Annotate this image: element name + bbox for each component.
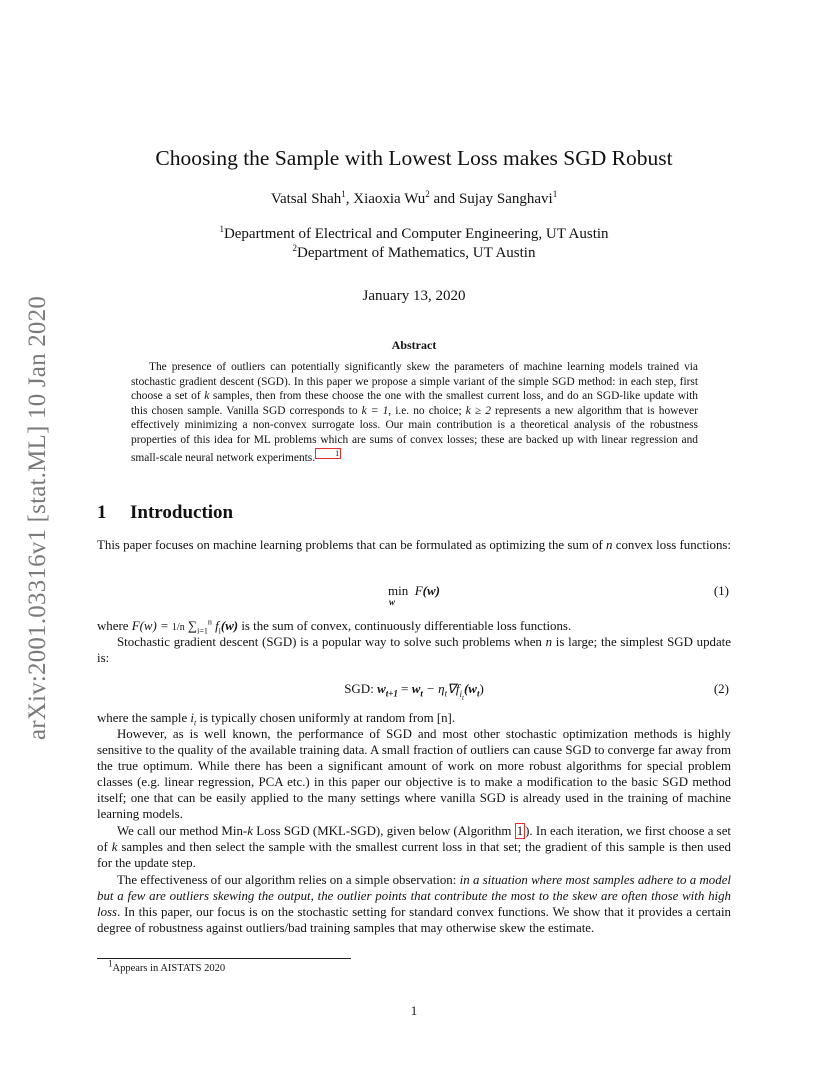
math-var: F xyxy=(414,583,423,598)
affiliation-mark: 2 xyxy=(425,189,430,199)
author-name: Sujay Sanghavi xyxy=(458,191,553,207)
paragraph-text: convex loss functions: xyxy=(612,538,732,552)
author-separator: , xyxy=(345,191,354,207)
author-separator: and xyxy=(429,191,459,207)
footnote-divider xyxy=(97,958,351,959)
abstract-text: , i.e. no choice; xyxy=(388,404,466,417)
author-line xyxy=(60,191,768,208)
math-var: w xyxy=(377,681,386,696)
math-subscript: i=1 xyxy=(197,626,208,636)
intro-paragraph-5: However, as is well known, the performance of SGD and most other stochastic optimization methods is highly sensitive to the quality of the available training data. A small fraction of outliers can cause SGD to converge far away from the true optimum. While there has been a significant amount of work on more robust algorithms for special problem classes (e.g. linear regression, PCA etc.) in this paper our objective is to make a modification to the basic SGD method itself; one that can be easily applied to the many settings where vanilla SGD is already used in the training of machine learning models. xyxy=(97,727,731,822)
math-subscript-text: i xyxy=(459,688,462,699)
paragraph-text: is typically chosen uniformly at random from [n]. xyxy=(196,711,456,725)
math-subscript: t xyxy=(476,688,480,699)
intro-paragraph-6 xyxy=(97,823,731,871)
equation-1 xyxy=(97,583,731,607)
affiliation-text: Department of Electrical and Computer Engineering, UT Austin xyxy=(223,226,609,242)
publication-date: January 13, 2020 xyxy=(362,288,466,304)
section-title: Introduction xyxy=(130,502,234,523)
footnote-text: Appears in AISTATS 2020 xyxy=(112,963,226,974)
math-var: w xyxy=(411,681,421,696)
footnote-link[interactable]: 1 xyxy=(315,448,341,459)
page-number: 1 xyxy=(410,1003,418,1018)
paragraph-text: where xyxy=(97,619,132,633)
math-superscript: n xyxy=(207,617,212,627)
equation-content xyxy=(97,583,731,599)
math-expr: ∇f xyxy=(447,681,460,696)
affiliation-mark: 1 xyxy=(341,189,346,199)
math-var: i xyxy=(190,711,195,725)
author-name: Vatsal Shah xyxy=(270,191,342,207)
math-var: k xyxy=(111,840,118,855)
affiliation-1 xyxy=(60,226,768,243)
paragraph-text: ). In each iteration, we first choose a set of xyxy=(97,824,732,855)
equation-number: (1) xyxy=(713,583,729,598)
paragraph-text: is large; the simplest SGD update is: xyxy=(97,635,731,666)
section-heading xyxy=(97,502,233,524)
abstract-text: The presence of outliers can potentially significantly skew the parameters of machine learning models trained via stochastic gradient descent (SGD). In this paper we propose a simple variant of the simple SGD method: in each step, first choose a set of xyxy=(131,361,698,403)
math-operator: ∑ xyxy=(184,619,198,633)
abstract-text: samples, then from these choose the one with the smallest current loss, and do an SGD-like update with this chosen sample. Vanilla SGD corresponds to xyxy=(131,390,698,417)
paragraph-text: The effectiveness of our algorithm relies on a simple observation: xyxy=(117,873,460,887)
author-name: Xiaoxia Wu xyxy=(353,191,426,207)
paper-title: Choosing the Sample with Lowest Loss makes SGD Robust xyxy=(155,146,673,170)
footnote xyxy=(108,958,226,974)
math-operator: min xyxy=(387,583,409,598)
math-subscript: t xyxy=(194,718,197,728)
abstract-text: represents a new algorithm that is however effectively minimizing a non-convex surrogate loss. Our main contribution is a theoretical analysis of the robustness properties of this idea for ML problems which are sums of convex losses; these are backed up with linear regression and small-scale neural network experiments. xyxy=(131,404,698,464)
paragraph-text: This paper focuses on machine learning problems that can be formulated as optimizing the sum of xyxy=(97,538,607,552)
abstract-body xyxy=(131,360,698,465)
math-var: k xyxy=(204,390,210,403)
math-subscript: i xyxy=(218,626,221,636)
affiliation-mark: 2 xyxy=(292,243,298,253)
math-var: n xyxy=(545,635,553,649)
arxiv-identifier-stamp: arXiv:2001.03316v1 [stat.ML] 10 Jan 2020 xyxy=(24,295,51,741)
emphasized-text: in a situation where most samples adhere to a model but a few are outliers skewing the output, the outlier points that contribute the most to the skew are often those with high loss xyxy=(97,873,731,920)
math-var: n xyxy=(606,538,613,552)
math-subscript: t xyxy=(444,688,448,699)
math-fraction: 1/n xyxy=(171,622,185,633)
math-expr: (w) xyxy=(220,619,239,633)
math-subsubscript: t xyxy=(461,693,464,702)
math-expr: k ≥ 2 xyxy=(465,404,491,417)
affiliation-2 xyxy=(60,245,768,262)
affiliation-mark: 1 xyxy=(552,189,558,199)
paragraph-text: is the sum of convex, continuously differentiable loss functions. xyxy=(238,619,572,633)
algorithm-link[interactable]: 1 xyxy=(516,824,524,838)
abstract-heading: Abstract xyxy=(391,338,437,352)
paragraph-text: Stochastic gradient descent (SGD) is a popular way to solve such problems when xyxy=(117,635,546,649)
math-expr: (w) xyxy=(422,583,441,598)
intro-paragraph-7 xyxy=(97,872,731,936)
affiliation-text: Department of Mathematics, UT Austin xyxy=(297,245,536,261)
math-var: k xyxy=(247,824,253,838)
math-subscript: w xyxy=(389,597,396,607)
intro-paragraph-3 xyxy=(97,634,731,666)
section-number: 1 xyxy=(97,502,107,523)
equation-content xyxy=(97,681,731,701)
math-expr: − η xyxy=(422,681,445,696)
paragraph-text: . In this paper, our focus is on the stochastic setting for standard convex functions. We show that it provides a certain degree of robustness against outliers/bad training samples that may otherwise skew the estimate. xyxy=(97,905,731,936)
intro-paragraph-1 xyxy=(97,537,731,553)
equation-label: SGD: xyxy=(344,681,378,696)
math-expr: f xyxy=(211,619,219,633)
equation-2 xyxy=(97,681,731,701)
math-operator: = xyxy=(397,681,412,696)
footnote-mark: 1 xyxy=(108,958,113,969)
math-subscript: t xyxy=(420,688,423,699)
affiliation-mark: 1 xyxy=(219,224,224,234)
math-expr: ) xyxy=(479,681,484,696)
paragraph-text: samples and then select the sample with the smallest current loss in that set; the gradient of this sample is then used for the update step. xyxy=(97,840,731,871)
paragraph-text: Loss SGD (MKL-SGD), given below (Algorithm xyxy=(252,824,515,838)
math-expr: k = 1 xyxy=(361,404,389,417)
paragraph-text: where the sample xyxy=(97,711,191,725)
math-subscript: t+1 xyxy=(385,688,398,699)
math-expr: F(w) = xyxy=(131,619,172,633)
math-expr: (w xyxy=(463,681,477,696)
equation-number: (2) xyxy=(713,681,729,696)
paragraph-text: We call our method Min- xyxy=(117,824,248,838)
